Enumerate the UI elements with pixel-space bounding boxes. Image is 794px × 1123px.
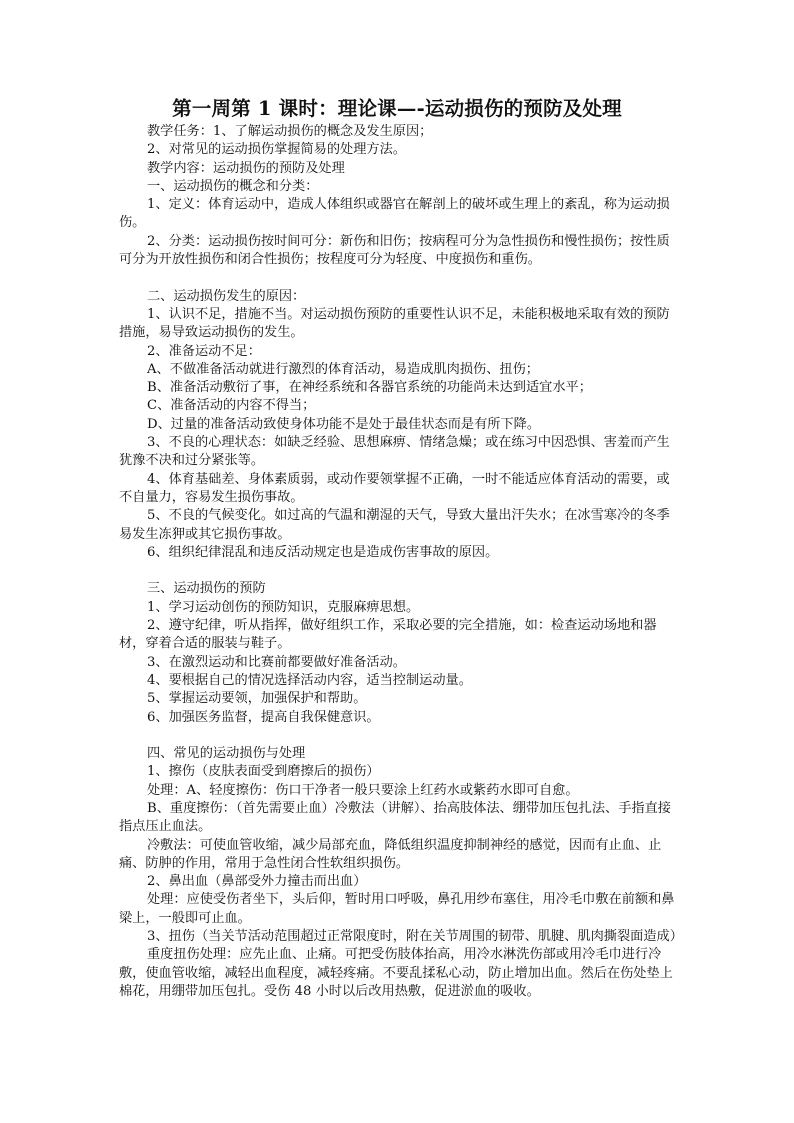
paragraph: 4、体育基础差、身体素质弱，或动作要领掌握不正确，一时不能适应体育活动的需要，或不自量力，容易发生损伤事故。 xyxy=(119,471,670,505)
blank-line xyxy=(119,562,679,580)
paragraph: B、重度擦伤：（首先需要止血）冷敷法（讲解）、抬高肢体法、绷带加压包扎法、手指直接指点压止血法。 xyxy=(119,800,671,835)
paragraph: 教学任务：1、了解运动损伤的概念及发生原因； xyxy=(147,124,433,139)
paragraph: 1、学习运动创伤的预防知识，克服麻痹思想。 xyxy=(147,599,420,615)
paragraph: 5、掌握运动要领，加强保护和帮助。 xyxy=(147,691,367,707)
document-title: 第一周第 1 课时：理论课—-运动损伤的预防及处理 xyxy=(172,97,622,120)
section-heading: 一、运动损伤的概念和分类： xyxy=(147,178,319,194)
paragraph: 2、鼻出血（鼻部受外力撞击而出血） xyxy=(147,874,367,890)
paragraph: 6、加强医务监督，提高自我保健意识。 xyxy=(147,709,380,725)
paragraph: 3、扭伤（当关节活动范围超过正常限度时，附在关节周围的韧带、肌腱、肌肉撕裂面造成） xyxy=(147,929,683,945)
paragraph: 重度扭伤处理：应先止血、止痛。可把受伤肢体抬高，用冷水淋洗伤部或用冷毛巾进行冷敷，使血管收缩，减轻出血程度，减轻疼痛。不要乱揉私心动，防止增加出血。然后在伤处垫上棉花，用绷带加压包扎。受伤 48 小时以后改用热敷，促进淤血的吸收。 xyxy=(119,947,673,999)
paragraph: 3、不良的心理状态：如缺乏经验、思想麻痹、情绪急燥；或在练习中因恐惧、害羞而产生犹豫不决和过分紧张等。 xyxy=(119,435,670,469)
paragraph: 2、对常见的运动损伤掌握简易的处理方法。 xyxy=(147,142,406,158)
paragraph: 冷敷法：可使血管收缩，减少局部充血，降低组织温度抑制神经的感觉，因而有止血、止痛、防肿的作用，常用于急性闭合性软组织损伤。 xyxy=(119,837,662,871)
paragraph: 6、组织纪律混乱和违反活动规定也是造成伤害事故的原因。 xyxy=(147,544,499,560)
section-heading: 二、运动损伤发生的原因： xyxy=(147,288,306,304)
paragraph: 1、擦伤（皮肤表面受到磨擦后的损伤） xyxy=(147,764,380,780)
blank-line xyxy=(119,727,679,745)
paragraph: 2、遵守纪律，听从指挥，做好组织工作，采取必要的完全措施，如：检查运动场地和器材，穿着合适的服装与鞋子。 xyxy=(119,618,657,652)
paragraph: 处理：A、轻度擦伤：伤口干净者一般只要涂上红药水或紫药水即可自愈。 xyxy=(147,782,579,798)
paragraph: D、过量的准备活动致使身体功能不是处于最佳状态而是有所下降。 xyxy=(147,416,541,432)
paragraph: 2、分类：运动损伤按时间可分：新伤和旧伤；按病程可分为急性损伤和慢性损伤；按性质可分为开放性损伤和闭合性损伤；按程度可分为轻度、中度损伤和重伤。 xyxy=(119,233,670,268)
paragraph: C、准备活动的内容不得当； xyxy=(147,398,316,414)
paragraph: 教学内容：运动损伤的预防及处理 xyxy=(147,160,345,176)
paragraph: B、准备活动敷衍了事，在神经系统和各器官系统的功能尚未达到适宜水平； xyxy=(147,380,592,396)
paragraph: 5、不良的气候变化。如过高的气温和潮湿的天气，导致大量出汗失水；在冰雪寒冷的冬季易发生冻狎或其它损伤事故。 xyxy=(119,508,670,542)
blank-line xyxy=(119,269,679,287)
paragraph: 处理：应使受伤者坐下，头后仰，暂时用口呼吸，鼻孔用纱布塞住，用冷毛巾敷在前额和鼻梁上，一般即可止血。 xyxy=(119,892,675,926)
paragraph: 2、准备运动不足： xyxy=(147,343,261,359)
document-body xyxy=(119,123,683,1001)
section-heading: 三、运动损伤的预防 xyxy=(147,581,266,597)
paragraph: 1、认识不足，措施不当。对运动损伤预防的重要性认识不足，未能积极地采取有效的预防措施，易导致运动损伤的发生。 xyxy=(119,306,670,341)
paragraph: A、不做准备活动就进行激烈的体育活动，易造成肌肉损伤、扭伤； xyxy=(147,361,539,377)
paragraph: 3、在激烈运动和比赛前都要做好准备活动。 xyxy=(147,654,406,670)
section-heading: 四、常见的运动损伤与处理 xyxy=(147,746,306,762)
paragraph: 1、定义：体育运动中，造成人体组织或器官在解剖上的破坏或生理上的紊乱，称为运动损伤。 xyxy=(119,197,670,231)
paragraph: 4、要根据自己的情况选择活动内容，适当控制运动量。 xyxy=(147,672,472,688)
